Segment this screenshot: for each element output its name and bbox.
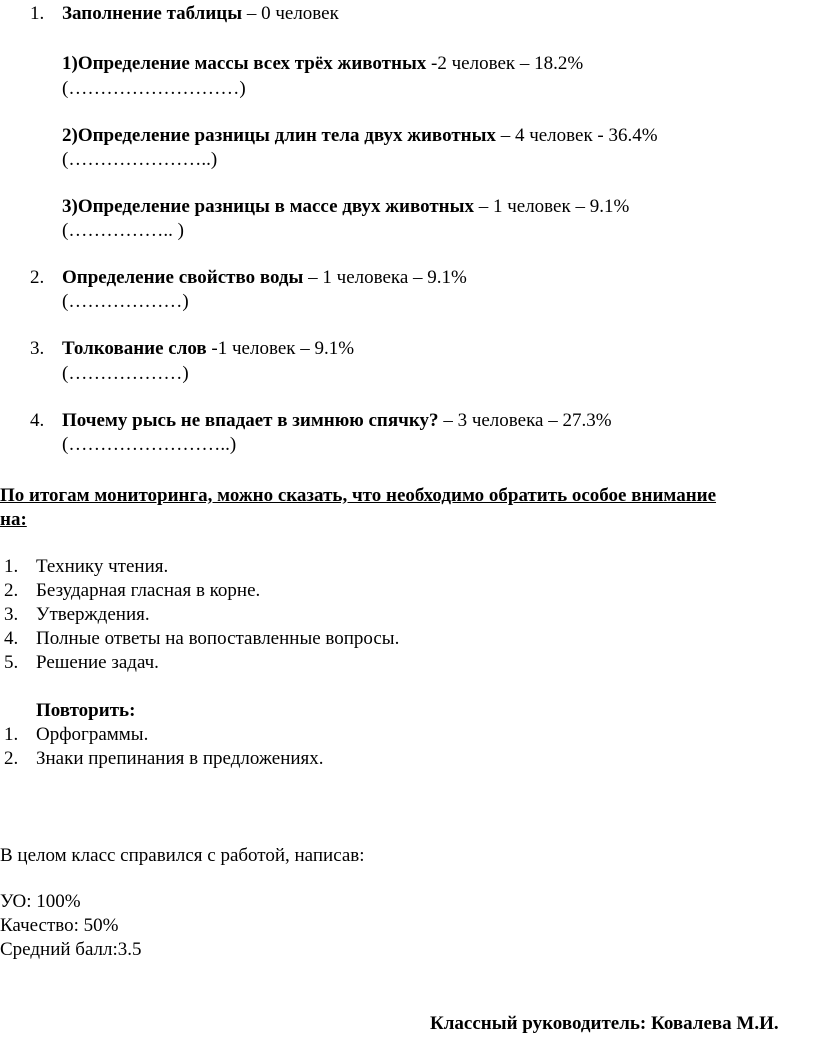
list-item: Знаки препинания в предложениях.	[36, 748, 324, 769]
item-number: 2.	[30, 267, 45, 288]
item-title: 2)Определение разницы длин тела двух животных	[62, 125, 496, 146]
item-result: – 0 человек	[242, 3, 339, 24]
answer-blank: (………………)	[62, 291, 189, 312]
item-number: 2.	[4, 748, 19, 769]
result-intro: В целом класс справился с работой, написав:	[0, 845, 365, 866]
list-item: Безударная гласная в корне.	[36, 580, 261, 601]
list-item: Полные ответы на вопоставленные вопросы.	[36, 628, 400, 649]
item-title: Толкование слов	[62, 338, 207, 359]
item-result: -1 человек – 9.1%	[206, 338, 355, 359]
answer-blank: (………………)	[62, 363, 189, 384]
item-number: 4.	[4, 628, 19, 649]
item-number: 3.	[4, 604, 19, 625]
result-average: Средний балл:3.5	[0, 939, 142, 960]
repeat-heading: Повторить:	[36, 700, 136, 721]
item-title: Заполнение таблицы	[62, 3, 243, 24]
item-number: 4.	[30, 410, 45, 431]
list-item	[62, 124, 658, 148]
result-quality: Качество: 50%	[0, 915, 119, 936]
answer-blank: (………………………)	[62, 78, 246, 99]
item-number: 1.	[4, 556, 19, 577]
list-item	[62, 195, 629, 219]
item-number: 1.	[4, 724, 19, 745]
answer-blank: (……………………..)	[62, 434, 237, 455]
item-number: 1.	[30, 3, 45, 24]
item-result: – 1 человека – 9.1%	[303, 267, 467, 288]
answer-blank: (…………………..)	[62, 149, 218, 170]
item-result: – 1 человек – 9.1%	[473, 196, 630, 217]
answer-blank: (…………….. )	[62, 220, 184, 241]
item-result: -2 человек – 18.2%	[426, 53, 584, 74]
item-number: 3.	[30, 338, 45, 359]
list-item	[62, 2, 339, 26]
list-item	[62, 266, 467, 290]
result-uo: УО: 100%	[0, 891, 81, 912]
item-title: 3)Определение разницы в массе двух животных	[62, 196, 474, 217]
item-number: 2.	[4, 580, 19, 601]
list-item: Утверждения.	[36, 604, 150, 625]
list-item: Орфограммы.	[36, 724, 149, 745]
list-item: Решение задач.	[36, 652, 159, 673]
item-title: Определение свойство воды	[62, 267, 304, 288]
item-title: Почему рысь не впадает в зимнюю спячку?	[62, 410, 439, 431]
item-result: – 4 человек - 36.4%	[495, 125, 658, 146]
list-item	[62, 409, 612, 433]
list-item	[62, 52, 583, 76]
item-result: – 3 человека – 27.3%	[438, 410, 612, 431]
item-title: 1)Определение массы всех трёх животных	[62, 53, 427, 74]
list-item: Технику чтения.	[36, 556, 169, 577]
summary-heading-line1: По итогам мониторинга, можно сказать, что необходимо обратить особое внимание	[0, 485, 717, 506]
summary-heading-line2: на:	[0, 509, 27, 530]
signature: Классный руководитель: Ковалева М.И.	[430, 1013, 779, 1034]
item-number: 5.	[4, 652, 19, 673]
list-item	[62, 337, 354, 361]
